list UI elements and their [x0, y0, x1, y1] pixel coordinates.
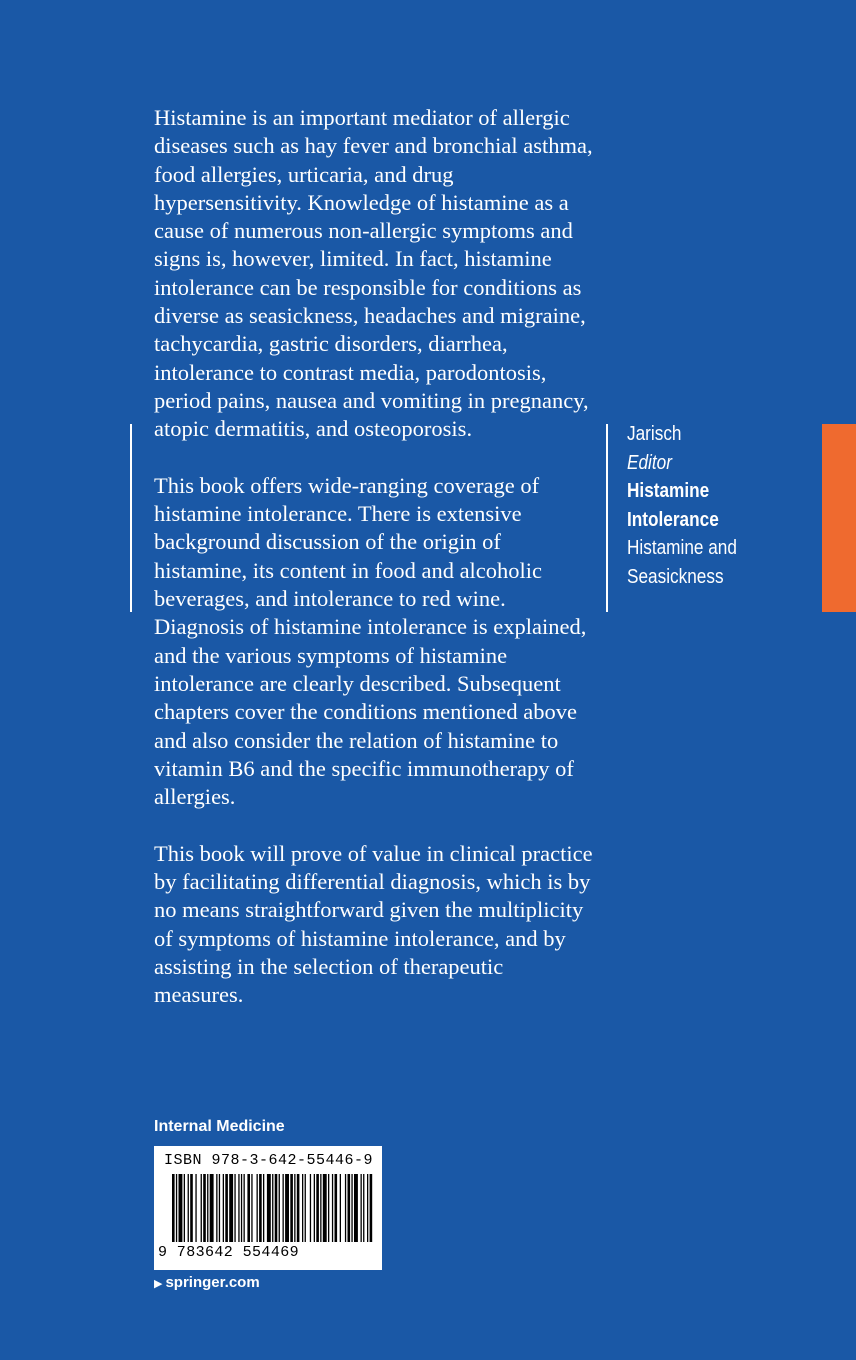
barcode-bar [290, 1174, 293, 1242]
barcode-bar [297, 1174, 300, 1242]
blurb-paragraph-1: Histamine is an important mediator of allergic diseases such as hay fever and bronchial asthma, food allergies, urticaria, and drug hypersensitivity. Knowledge of histamine as a cause of numerous non-allergic symptoms and signs is, however, limited. In fact, histamine intolerance can be responsible for conditions as diverse as seasickness, headaches and migraine, tachycardia, gastric disorders, diarrhea, intolerance to contrast media, parodontosis, period pains, nausea and vomiting in pregnancy, atopic dermatitis, and osteoporosis. [154, 105, 593, 442]
book-title-line-1: Histamine [627, 480, 710, 502]
barcode-bar [302, 1174, 303, 1242]
barcode-bar [305, 1174, 306, 1242]
barcode-bar [195, 1174, 196, 1242]
barcode-bar [234, 1174, 235, 1242]
isbn-label: ISBN 978-3-642-55446-9 [164, 1152, 374, 1169]
barcode-bar [367, 1174, 368, 1242]
barcode-bar [172, 1174, 175, 1242]
barcode-bar [267, 1174, 271, 1242]
barcode-bar [251, 1174, 252, 1242]
barcode-bar [361, 1174, 362, 1242]
play-arrow-icon: ▶ [154, 1278, 163, 1290]
book-subtitle-line-2: Seasickness [627, 565, 724, 588]
barcode-bar [272, 1174, 273, 1242]
barcode-bar [176, 1174, 177, 1242]
author-name: Jarisch [627, 423, 682, 445]
barcode-bar [225, 1174, 228, 1242]
book-title-line-2: Intolerance [627, 508, 719, 531]
left-divider-line [130, 424, 132, 612]
barcode-bar [210, 1174, 214, 1242]
barcode-bar [216, 1174, 217, 1242]
barcode-bar [320, 1174, 321, 1242]
barcode-bar [229, 1174, 233, 1242]
barcode-bar [294, 1174, 295, 1242]
barcode-bar [188, 1174, 189, 1242]
barcode-bar [190, 1174, 193, 1242]
orange-accent-tab [822, 424, 856, 612]
barcode-bar [348, 1174, 351, 1242]
book-info-box [627, 420, 790, 591]
barcode-bar [238, 1174, 239, 1242]
barcode-bar [340, 1174, 341, 1242]
barcode-bar [279, 1174, 280, 1242]
barcode-bar [314, 1174, 315, 1242]
barcode-bar [316, 1174, 319, 1242]
barcode-bar [207, 1174, 208, 1242]
barcode-bar [354, 1174, 358, 1242]
barcode-bar [203, 1174, 206, 1242]
back-cover-blurb [154, 104, 594, 1038]
barcode-bar [179, 1174, 183, 1242]
barcode-bar [332, 1174, 333, 1242]
barcode-bar [184, 1174, 185, 1242]
barcode-bar [345, 1174, 346, 1242]
author-role: Editor [627, 451, 672, 474]
barcode-bar [335, 1174, 338, 1242]
barcode-bar [275, 1174, 278, 1242]
barcode-bar [259, 1174, 262, 1242]
publisher-website[interactable] [154, 1274, 260, 1291]
barcode-bar [323, 1174, 327, 1242]
book-subtitle-line-1: Histamine and [627, 537, 737, 559]
website-link-text[interactable]: springer.com [165, 1274, 260, 1291]
barcode-bar [257, 1174, 258, 1242]
blurb-paragraph-2: This book offers wide-ranging coverage of histamine intolerance. There is extensive background discussion of the origin of histamine, its content in food and alcoholic beverages, and intolerance to red wine. Diagnosis of histamine intolerance is explained, and the various symptoms of histamine intolerance are clearly described. Subsequent chapters cover the conditions mentioned above and also consider the relation of histamine to vitamin B6 and the specific immunotherapy of allergies. [154, 472, 587, 810]
barcode-bar [223, 1174, 224, 1242]
barcode-bar [241, 1174, 242, 1242]
barcode-bar [328, 1174, 329, 1242]
isbn-barcode [154, 1146, 382, 1270]
right-divider-line [606, 424, 608, 612]
barcode-bar [247, 1174, 250, 1242]
barcode-bar [201, 1174, 202, 1242]
subject-category: Internal Medicine [154, 1118, 285, 1135]
barcode-bar [370, 1174, 373, 1242]
blurb-paragraph-3: This book will prove of value in clinical practice by facilitating differential diagnosis, which is by no means straightforward given the multiplicity of symptoms of histamine intolerance, and by assisting in the selection of therapeutic measures. [154, 840, 593, 1008]
barcode-bar [285, 1174, 289, 1242]
barcode-bar [263, 1174, 264, 1242]
barcode-bar [283, 1174, 284, 1242]
barcode-bar [351, 1174, 352, 1242]
ean-digits: 9 783642 554469 [158, 1244, 300, 1261]
barcode-bar [244, 1174, 245, 1242]
barcode-bar [219, 1174, 220, 1242]
barcode-bar [310, 1174, 311, 1242]
barcode-bar [363, 1174, 364, 1242]
